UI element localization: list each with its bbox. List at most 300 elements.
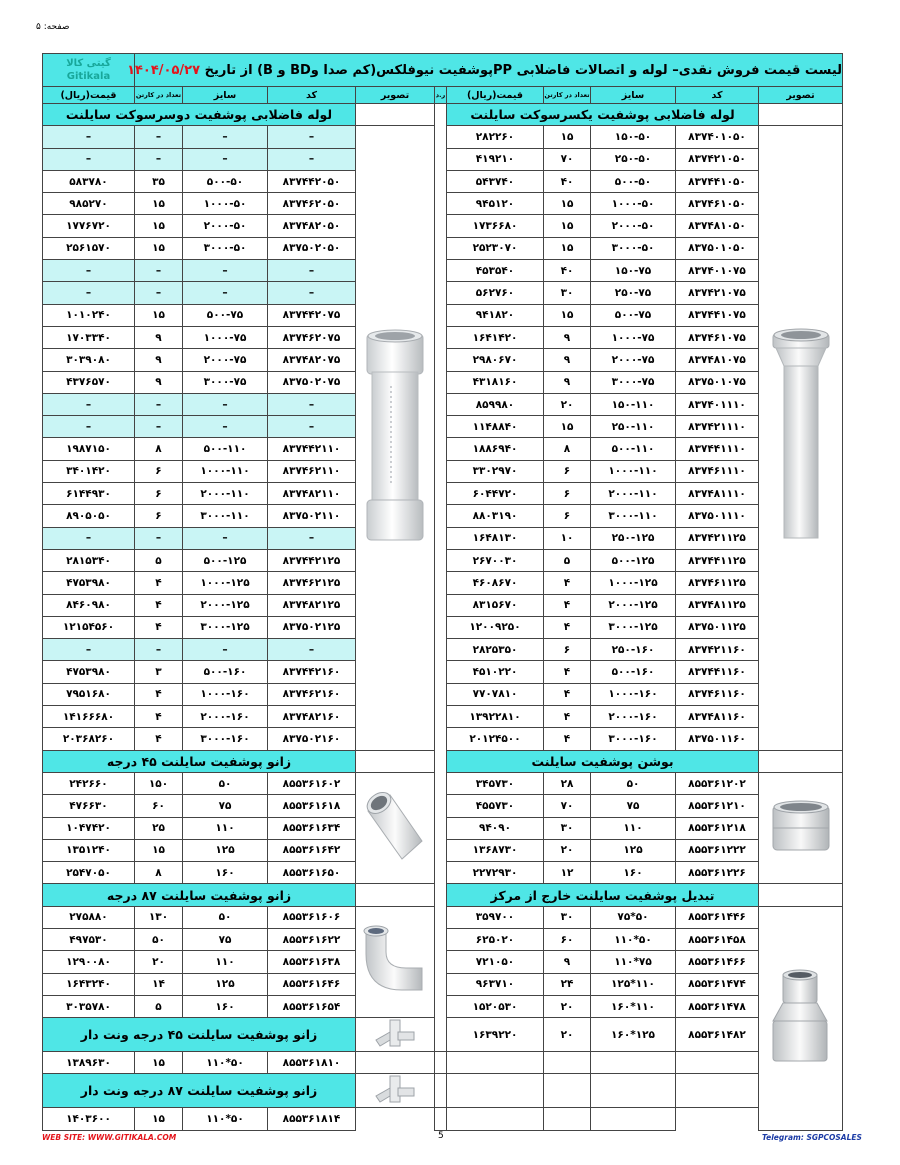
column-divider bbox=[435, 349, 447, 371]
table-row bbox=[43, 148, 843, 170]
cell-qty: – bbox=[135, 416, 183, 438]
cell-price: ۶۲۵۰۲۰ bbox=[447, 928, 544, 950]
cell-qty: ۹ bbox=[135, 326, 183, 348]
cell-price: ۷۹۵۱۶۸۰ bbox=[43, 683, 135, 705]
cell-code: ۸۵۵۳۶۱۸۱۰ bbox=[268, 1052, 356, 1074]
cell-qty: ۴ bbox=[544, 616, 591, 638]
table-row bbox=[43, 839, 843, 861]
cell-qty: ۳۰ bbox=[544, 282, 591, 304]
cell-price: ۳۴۰۱۴۲۰ bbox=[43, 460, 135, 482]
empty-cell bbox=[435, 1108, 447, 1130]
cell-size: ۱۲۵ bbox=[183, 839, 268, 861]
cell-qty: ۵ bbox=[135, 549, 183, 571]
cell-qty: ۱۵۰ bbox=[135, 772, 183, 794]
cell-qty: ۹ bbox=[544, 349, 591, 371]
cell-qty: ۱۵ bbox=[135, 1052, 183, 1074]
cell-size: ۱۰۰۰-۵۰ bbox=[183, 193, 268, 215]
column-divider bbox=[435, 505, 447, 527]
table-row bbox=[43, 928, 843, 950]
cell-size: ۱۶۰ bbox=[183, 995, 268, 1017]
column-divider bbox=[435, 460, 447, 482]
table-row bbox=[43, 1108, 843, 1130]
table-row bbox=[43, 661, 843, 683]
section-title: زانو پوشفیت سایلنت ۴۵ درجه ونت دار bbox=[43, 1018, 356, 1052]
cell-size: ۳۰۰۰-۷۵ bbox=[183, 371, 268, 393]
cell-price: ۴۷۵۳۹۸۰ bbox=[43, 661, 135, 683]
cell-size: ۲۰۰۰-۱۲۵ bbox=[591, 594, 676, 616]
cell-price: ۱۷۰۳۳۴۰ bbox=[43, 326, 135, 348]
table-row bbox=[43, 750, 843, 772]
cell-size: ۵۰۰-۱۲۵ bbox=[591, 549, 676, 571]
header-size: سایز bbox=[591, 87, 676, 104]
table-row bbox=[43, 170, 843, 192]
reducer-image bbox=[759, 906, 843, 1130]
cell-qty: ۴ bbox=[135, 616, 183, 638]
cell-qty: – bbox=[135, 148, 183, 170]
cell-code: ۸۳۷۴۶۱۱۶۰ bbox=[676, 683, 759, 705]
cell-size: ۱۰۰۰-۱۲۵ bbox=[591, 572, 676, 594]
cell-qty: ۷۰ bbox=[544, 148, 591, 170]
cell-code: ۸۵۵۳۶۱۶۳۸ bbox=[268, 951, 356, 973]
image-cell bbox=[356, 750, 435, 772]
cell-price: ۱۸۸۶۹۴۰ bbox=[447, 438, 544, 460]
cell-price: – bbox=[43, 639, 135, 661]
cell-qty: ۱۵ bbox=[544, 215, 591, 237]
cell-code: ۸۳۷۴۸۲۰۷۵ bbox=[268, 349, 356, 371]
cell-code: ۸۳۷۴۲۱۰۵۰ bbox=[676, 148, 759, 170]
cell-code: ۸۳۷۴۶۲۱۶۰ bbox=[268, 683, 356, 705]
cell-code: ۸۵۵۳۶۱۲۲۶ bbox=[676, 862, 759, 884]
cell-size: ۳۰۰۰-۷۵ bbox=[591, 371, 676, 393]
cell-code: – bbox=[268, 148, 356, 170]
cell-price: ۶۰۴۴۷۲۰ bbox=[447, 483, 544, 505]
table-row bbox=[43, 349, 843, 371]
cell-size: – bbox=[183, 416, 268, 438]
cell-size: ۵۰۰-۵۰ bbox=[183, 170, 268, 192]
section-title: تبدیل پوشفیت سایلنت خارج از مرکز bbox=[447, 884, 759, 906]
cell-price: – bbox=[43, 282, 135, 304]
cell-code: ۸۵۵۳۶۱۸۱۴ bbox=[268, 1108, 356, 1130]
cell-size: ۱۲۵ bbox=[591, 839, 676, 861]
elbow-45-image bbox=[356, 772, 435, 883]
cell-price: ۲۵۴۷۰۵۰ bbox=[43, 862, 135, 884]
cell-size: ۵۰ bbox=[183, 772, 268, 794]
cell-qty: ۲۰ bbox=[544, 995, 591, 1017]
cell-code: ۸۳۷۵۰۱۰۵۰ bbox=[676, 237, 759, 259]
cell-qty: ۹ bbox=[544, 951, 591, 973]
cell-price: ۲۹۸۰۶۷۰ bbox=[447, 349, 544, 371]
column-header-row bbox=[43, 87, 843, 104]
cell-price: ۴۷۵۳۹۸۰ bbox=[43, 572, 135, 594]
footer-telegram: Telegram: SGPCOSALES bbox=[762, 1133, 862, 1142]
cell-size: ۱۰۰۰-۷۵ bbox=[591, 326, 676, 348]
cell-qty: ۱۲ bbox=[544, 862, 591, 884]
cell-code: ۸۳۷۴۶۱۱۲۵ bbox=[676, 572, 759, 594]
column-divider bbox=[435, 549, 447, 571]
table-row bbox=[43, 951, 843, 973]
cell-code: ۸۳۷۴۶۲۱۱۰ bbox=[268, 460, 356, 482]
cell-size: ۱۶۰ bbox=[591, 862, 676, 884]
cell-qty: ۳۰ bbox=[544, 906, 591, 928]
cell-price: ۲۸۲۲۶۰ bbox=[447, 126, 544, 148]
cell-code: ۸۳۷۴۴۱۱۱۰ bbox=[676, 438, 759, 460]
cell-size: ۱۱۰*۷۵ bbox=[591, 951, 676, 973]
header-code: کد bbox=[676, 87, 759, 104]
cell-qty: ۲۴ bbox=[544, 973, 591, 995]
image-cell bbox=[759, 750, 843, 772]
empty-cell bbox=[544, 1074, 591, 1108]
cell-price: ۵۶۲۷۶۰ bbox=[447, 282, 544, 304]
cell-price: ۴۶۰۸۶۷۰ bbox=[447, 572, 544, 594]
cell-code: ۸۳۷۵۰۱۱۶۰ bbox=[676, 728, 759, 750]
cell-qty: ۵ bbox=[135, 995, 183, 1017]
cell-code: ۸۳۷۵۰۱۱۲۵ bbox=[676, 616, 759, 638]
cell-code: ۸۵۵۳۶۱۶۴۶ bbox=[268, 973, 356, 995]
column-divider bbox=[435, 839, 447, 861]
table-row bbox=[43, 304, 843, 326]
cell-code: ۸۵۵۳۶۱۶۲۲ bbox=[268, 928, 356, 950]
image-cell bbox=[759, 884, 843, 906]
cell-qty: ۴ bbox=[135, 706, 183, 728]
column-divider bbox=[435, 371, 447, 393]
cell-qty: ۳۰ bbox=[544, 817, 591, 839]
cell-code: ۸۳۷۴۸۲۱۶۰ bbox=[268, 706, 356, 728]
cell-size: – bbox=[183, 260, 268, 282]
double-socket-pipe-image bbox=[356, 126, 435, 750]
cell-size: – bbox=[183, 148, 268, 170]
cell-price: ۱۶۴۳۲۴۰ bbox=[43, 973, 135, 995]
cell-code: ۸۳۷۴۲۱۱۱۰ bbox=[676, 416, 759, 438]
cell-price: ۸۸۰۳۱۹۰ bbox=[447, 505, 544, 527]
cell-price: ۱۶۴۸۱۳۰ bbox=[447, 527, 544, 549]
cell-qty: ۹ bbox=[544, 371, 591, 393]
table-row bbox=[43, 906, 843, 928]
cell-size: ۳۰۰۰-۵۰ bbox=[591, 237, 676, 259]
cell-code: ۸۳۷۴۸۱۱۶۰ bbox=[676, 706, 759, 728]
cell-code: ۸۵۵۳۶۱۲۰۲ bbox=[676, 772, 759, 794]
empty-cell bbox=[447, 1052, 544, 1074]
empty-cell bbox=[447, 1074, 544, 1108]
cell-code: ۸۵۵۳۶۱۶۰۶ bbox=[268, 906, 356, 928]
table-row bbox=[43, 706, 843, 728]
cell-qty: – bbox=[135, 393, 183, 415]
table-row bbox=[43, 683, 843, 705]
cell-qty: ۲۰ bbox=[544, 1018, 591, 1052]
cell-price: ۱۲۱۵۴۵۶۰ bbox=[43, 616, 135, 638]
cell-size: ۲۰۰۰-۱۱۰ bbox=[183, 483, 268, 505]
cell-code: ۸۳۷۴۴۱۱۶۰ bbox=[676, 661, 759, 683]
cell-price: – bbox=[43, 393, 135, 415]
cell-size: ۳۰۰۰-۱۶۰ bbox=[591, 728, 676, 750]
cell-size: ۱۱۰ bbox=[591, 817, 676, 839]
cell-code: – bbox=[268, 393, 356, 415]
cell-price: ۱۱۴۸۸۴۰ bbox=[447, 416, 544, 438]
column-divider bbox=[435, 215, 447, 237]
cell-code: ۸۳۷۴۰۱۰۷۵ bbox=[676, 260, 759, 282]
cell-price: ۱۳۸۹۶۳۰ bbox=[43, 1052, 135, 1074]
cell-price: – bbox=[43, 260, 135, 282]
table-row bbox=[43, 282, 843, 304]
column-divider bbox=[435, 393, 447, 415]
cell-code: – bbox=[268, 126, 356, 148]
cell-size: ۱۲۵*۱۱۰ bbox=[591, 973, 676, 995]
cell-qty: ۷۰ bbox=[544, 795, 591, 817]
cell-qty: ۵۰ bbox=[135, 928, 183, 950]
cell-qty: ۱۵ bbox=[135, 304, 183, 326]
title-date: ۱۴۰۴/۰۵/۲۷ bbox=[127, 62, 201, 78]
column-divider bbox=[356, 1108, 435, 1130]
cell-price: ۱۰۱۰۲۴۰ bbox=[43, 304, 135, 326]
table-row bbox=[43, 728, 843, 750]
cell-code: ۸۳۷۵۰۲۱۲۵ bbox=[268, 616, 356, 638]
cell-price: ۲۰۳۶۸۲۶۰ bbox=[43, 728, 135, 750]
cell-code: ۸۳۷۴۸۲۱۲۵ bbox=[268, 594, 356, 616]
cell-size: ۱۵۰-۱۱۰ bbox=[591, 393, 676, 415]
elbow-45-icon bbox=[362, 789, 428, 865]
empty-cell bbox=[544, 1052, 591, 1074]
cell-size: ۱۶۰*۱۲۵ bbox=[591, 1018, 676, 1052]
header-image: تصویر bbox=[356, 87, 435, 104]
cell-code: ۸۵۵۳۶۱۴۵۸ bbox=[676, 928, 759, 950]
vent-elbow-icon bbox=[372, 1018, 418, 1048]
cell-size: – bbox=[183, 126, 268, 148]
column-divider bbox=[435, 170, 447, 192]
cell-qty: ۹ bbox=[135, 349, 183, 371]
cell-code: ۸۳۷۴۴۱۰۵۰ bbox=[676, 170, 759, 192]
cell-price: ۴۷۶۶۳۰ bbox=[43, 795, 135, 817]
cell-qty: ۱۵ bbox=[544, 304, 591, 326]
header-code: کد bbox=[268, 87, 356, 104]
table-row bbox=[43, 1074, 843, 1108]
cell-size: ۲۰۰۰-۱۱۰ bbox=[591, 483, 676, 505]
cell-qty: ۶۰ bbox=[544, 928, 591, 950]
cell-qty: ۴ bbox=[544, 683, 591, 705]
header-image: تصویر bbox=[759, 87, 843, 104]
double-socket-pipe-icon bbox=[363, 326, 427, 546]
table-row bbox=[43, 460, 843, 482]
cell-size: ۱۰۰۰-۱۲۵ bbox=[183, 572, 268, 594]
footer-page-number: 5 bbox=[438, 1131, 444, 1141]
cell-price: ۴۵۱۰۲۲۰ bbox=[447, 661, 544, 683]
header-qty: تعداد در کارتن bbox=[544, 87, 591, 104]
cell-size: ۵۰۰-۷۵ bbox=[591, 304, 676, 326]
cell-qty: – bbox=[135, 282, 183, 304]
cell-price: ۲۵۶۱۵۷۰ bbox=[43, 237, 135, 259]
cell-size: ۳۰۰۰-۱۱۰ bbox=[183, 505, 268, 527]
cell-code: ۸۳۷۴۸۲۱۱۰ bbox=[268, 483, 356, 505]
cell-qty: ۸ bbox=[544, 438, 591, 460]
cell-qty: ۳۵ bbox=[135, 170, 183, 192]
cell-qty: ۹ bbox=[135, 371, 183, 393]
cell-qty: ۳ bbox=[135, 661, 183, 683]
cell-price: ۲۸۲۵۳۵۰ bbox=[447, 639, 544, 661]
single-socket-pipe-icon bbox=[770, 326, 832, 546]
cell-price: ۲۴۲۶۶۰ bbox=[43, 772, 135, 794]
cell-qty: ۴ bbox=[544, 572, 591, 594]
cell-qty: – bbox=[135, 527, 183, 549]
cell-code: ۸۵۵۳۶۱۴۷۸ bbox=[676, 995, 759, 1017]
cell-code: ۸۳۷۴۶۲۰۵۰ bbox=[268, 193, 356, 215]
cell-price: ۱۳۹۲۲۸۱۰ bbox=[447, 706, 544, 728]
column-divider bbox=[435, 661, 447, 683]
cell-code: – bbox=[268, 639, 356, 661]
table-row bbox=[43, 483, 843, 505]
cell-qty: ۵ bbox=[544, 549, 591, 571]
elbow-87-image bbox=[356, 906, 435, 1017]
cell-price: ۱۴۱۶۶۶۸۰ bbox=[43, 706, 135, 728]
cell-qty: ۲۸ bbox=[544, 772, 591, 794]
column-divider bbox=[435, 817, 447, 839]
cell-code: ۸۳۷۵۰۲۰۵۰ bbox=[268, 237, 356, 259]
cell-code: ۸۳۷۴۴۲۰۷۵ bbox=[268, 304, 356, 326]
cell-qty: – bbox=[135, 260, 183, 282]
cell-size: ۷۵ bbox=[183, 795, 268, 817]
cell-price: ۳۰۳۹۰۸۰ bbox=[43, 349, 135, 371]
cell-code: – bbox=[268, 282, 356, 304]
cell-size: ۳۰۰۰-۱۶۰ bbox=[183, 728, 268, 750]
cell-qty: ۱۴ bbox=[135, 973, 183, 995]
cell-price: ۳۵۹۷۰۰ bbox=[447, 906, 544, 928]
column-divider bbox=[435, 572, 447, 594]
column-divider bbox=[435, 237, 447, 259]
cell-qty: ۴۰ bbox=[544, 170, 591, 192]
cell-qty: ۱۵ bbox=[544, 193, 591, 215]
table-row bbox=[43, 884, 843, 906]
table-row bbox=[43, 215, 843, 237]
cell-code: ۸۵۵۳۶۱۴۶۶ bbox=[676, 951, 759, 973]
cell-price: ۳۴۵۷۳۰ bbox=[447, 772, 544, 794]
section-title: زانو پوشفیت سایلنت ۴۵ درجه bbox=[43, 750, 356, 772]
column-divider bbox=[435, 862, 447, 884]
cell-price: ۲۶۷۰۰۳۰ bbox=[447, 549, 544, 571]
cell-code: ۸۵۵۳۶۱۲۲۲ bbox=[676, 839, 759, 861]
cell-code: ۸۳۷۴۴۲۱۲۵ bbox=[268, 549, 356, 571]
column-divider bbox=[435, 148, 447, 170]
table-row bbox=[43, 772, 843, 794]
cell-qty: ۴ bbox=[544, 661, 591, 683]
cell-size: ۳۰۰۰-۱۲۵ bbox=[183, 616, 268, 638]
cell-code: ۸۳۷۴۴۲۰۵۰ bbox=[268, 170, 356, 192]
cell-code: ۸۳۷۴۸۱۰۵۰ bbox=[676, 215, 759, 237]
cell-size: ۵۰۰-۱۱۰ bbox=[591, 438, 676, 460]
cell-code: ۸۳۷۵۰۱۰۷۵ bbox=[676, 371, 759, 393]
table-row bbox=[43, 973, 843, 995]
cell-size: ۳۰۰۰-۱۱۰ bbox=[591, 505, 676, 527]
single-socket-pipe-image bbox=[759, 126, 843, 750]
cell-size: ۱۵۰-۵۰ bbox=[591, 126, 676, 148]
price-list-sheet bbox=[42, 53, 843, 1126]
cell-size: ۱۰۰۰-۱۶۰ bbox=[591, 683, 676, 705]
table-row bbox=[43, 237, 843, 259]
table-row bbox=[43, 260, 843, 282]
cell-code: ۸۵۵۳۶۱۲۱۸ bbox=[676, 817, 759, 839]
cell-price: – bbox=[43, 148, 135, 170]
cell-qty: ۴ bbox=[544, 706, 591, 728]
cell-code: ۸۳۷۴۴۱۱۲۵ bbox=[676, 549, 759, 571]
cell-code: ۸۳۷۴۶۱۱۱۰ bbox=[676, 460, 759, 482]
cell-qty: ۱۵ bbox=[135, 839, 183, 861]
cell-price: – bbox=[43, 126, 135, 148]
cell-code: ۸۵۵۳۶۱۲۱۰ bbox=[676, 795, 759, 817]
cell-size: ۵۰۰-۱۶۰ bbox=[183, 661, 268, 683]
column-divider bbox=[435, 1074, 447, 1108]
cell-size: ۳۰۰۰-۵۰ bbox=[183, 237, 268, 259]
cell-size: ۱۰۰۰-۷۵ bbox=[183, 326, 268, 348]
table-row bbox=[43, 126, 843, 148]
column-divider bbox=[435, 928, 447, 950]
cell-code: ۸۵۵۳۶۱۶۵۴ bbox=[268, 995, 356, 1017]
column-divider bbox=[435, 750, 447, 772]
cell-qty: ۱۵ bbox=[544, 416, 591, 438]
section-title: لوله فاضلابی پوشفیت یکسرسوکت سایلنت bbox=[447, 104, 759, 126]
cell-qty: ۸ bbox=[135, 862, 183, 884]
cell-size: ۵۰۰-۱۱۰ bbox=[183, 438, 268, 460]
cell-code: ۸۳۷۴۰۱۰۵۰ bbox=[676, 126, 759, 148]
column-divider bbox=[435, 683, 447, 705]
cell-price: ۶۱۴۴۹۳۰ bbox=[43, 483, 135, 505]
cell-price: ۴۵۵۷۳۰ bbox=[447, 795, 544, 817]
cell-qty: ۱۳۰ bbox=[135, 906, 183, 928]
cell-price: ۴۵۳۵۴۰ bbox=[447, 260, 544, 282]
cell-qty: ۱۵ bbox=[135, 215, 183, 237]
cell-price: ۳۳۰۲۹۷۰ bbox=[447, 460, 544, 482]
cell-size: ۱۰۰۰-۵۰ bbox=[591, 193, 676, 215]
column-divider bbox=[435, 906, 447, 928]
column-divider bbox=[435, 527, 447, 549]
cell-qty: ۶ bbox=[544, 483, 591, 505]
column-divider bbox=[435, 795, 447, 817]
cell-code: ۸۵۵۳۶۱۶۴۲ bbox=[268, 839, 356, 861]
cell-size: ۱۱۰*۵۰ bbox=[591, 928, 676, 950]
cell-code: ۸۳۷۴۴۲۱۶۰ bbox=[268, 661, 356, 683]
cell-size: ۱۵۰-۷۵ bbox=[591, 260, 676, 282]
cell-price: ۱۴۰۳۶۰۰ bbox=[43, 1108, 135, 1130]
header-price: قیمت(ریال) bbox=[447, 87, 544, 104]
column-divider bbox=[435, 594, 447, 616]
eccentric-reducer-icon bbox=[769, 967, 833, 1067]
cell-code: ۸۳۷۴۴۲۱۱۰ bbox=[268, 438, 356, 460]
cell-qty: ۴۰ bbox=[544, 260, 591, 282]
table-row bbox=[43, 505, 843, 527]
cell-qty: ۸ bbox=[135, 438, 183, 460]
vent-elbow-icon bbox=[372, 1074, 418, 1104]
cell-code: – bbox=[268, 260, 356, 282]
cell-qty: ۴ bbox=[544, 594, 591, 616]
cell-price: – bbox=[43, 527, 135, 549]
table-row bbox=[43, 817, 843, 839]
cell-qty: ۴ bbox=[135, 728, 183, 750]
column-divider bbox=[435, 326, 447, 348]
cell-size: ۲۰۰۰-۱۲۵ bbox=[183, 594, 268, 616]
cell-code: ۸۳۷۴۸۱۱۱۰ bbox=[676, 483, 759, 505]
cell-price: ۱۳۵۱۲۴۰ bbox=[43, 839, 135, 861]
cell-qty: ۴ bbox=[135, 683, 183, 705]
cell-code: ۸۳۷۴۲۱۱۲۵ bbox=[676, 527, 759, 549]
cell-qty: ۱۵ bbox=[135, 193, 183, 215]
cell-size: – bbox=[183, 527, 268, 549]
column-divider bbox=[435, 616, 447, 638]
empty-cell bbox=[591, 1052, 676, 1074]
cell-price: ۸۵۹۹۸۰ bbox=[447, 393, 544, 415]
cell-size: ۲۵۰-۷۵ bbox=[591, 282, 676, 304]
cell-code: ۸۵۵۳۶۱۴۷۴ bbox=[676, 973, 759, 995]
cell-size: ۲۰۰۰-۱۶۰ bbox=[183, 706, 268, 728]
section-title: زانو پوشفیت سایلنت ۸۷ درجه ونت دار bbox=[43, 1074, 356, 1108]
section-title: زانو پوشفیت سایلنت ۸۷ درجه bbox=[43, 884, 356, 906]
column-divider bbox=[435, 416, 447, 438]
cell-qty: ۱۵ bbox=[135, 237, 183, 259]
cell-code: – bbox=[268, 416, 356, 438]
